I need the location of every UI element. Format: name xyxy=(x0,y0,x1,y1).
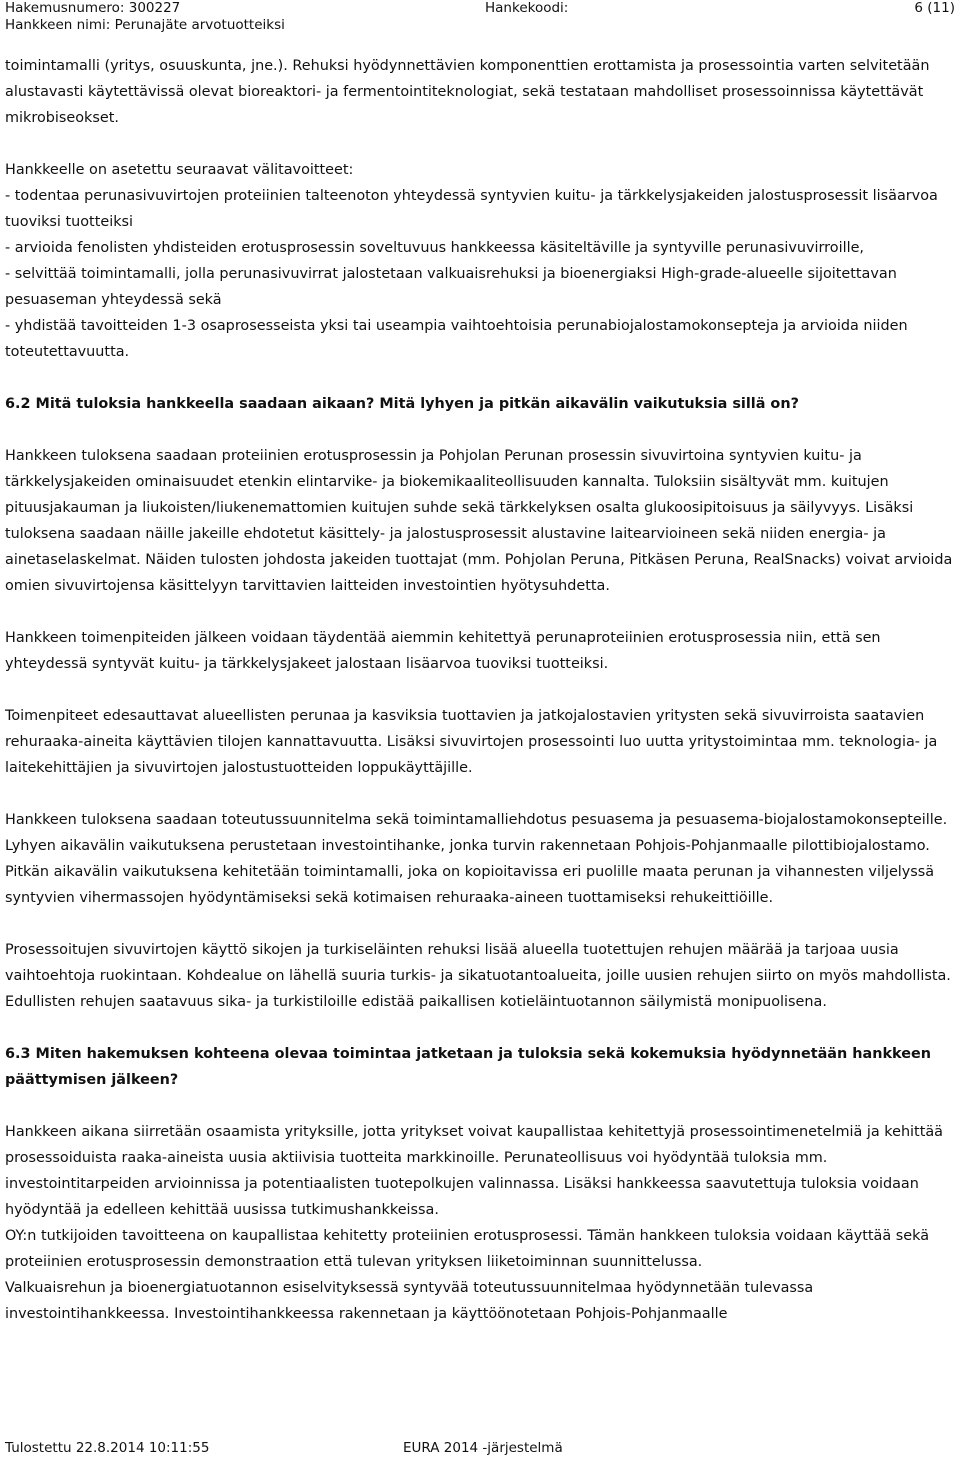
section-6-3-paragraph: Valkuaisrehun ja bioenergiatuotannon esiselvityksessä syntyvää toteutussuunnitelmaa hyödynnetään tulevassa investointihankkeessa. Investointihankkeessa rakennetaan ja käyttöönotetaan Pohjois-Pohjanmaalle xyxy=(5,1280,814,1322)
section-6-3-heading: 6.3 Miten hakemuksen kohteena olevaa toimintaa jatketaan ja tuloksia sekä kokemuksia hyödynnetään hankkeen päättymisen jälkeen? xyxy=(5,1046,931,1088)
goals-block xyxy=(5,157,955,365)
page-number: 6 (11) xyxy=(914,0,955,16)
section-6-2-paragraph: Hankkeen tuloksena saadaan proteiinien erotusprosessin ja Pohjolan Perunan prosessin sivuvirtoina syntyvien kuitu- ja tärkkelysjakeiden ominaisuudet etenkin elintarvike- ja biokemikaaliteollisuuden kannalta. Tuloksiin sisältyvät mm. kuitujen pituusjakauman ja liukoisten/liukenemattomien kuitujen suhde sekä tärkkelyksen osalta glukoosipitoisuus ja säilyvyys. Lisäksi tuloksena saadaan näille jakeille ehdotetut käsittely- ja jalostusprosessit alustavine laitearvioineen sekä niiden energia- ja ainetaselaskelmat. Näiden tulosten johdosta jakeiden tuottajat (mm. Pohjolan Peruna, Pitkäsen Peruna, RealSnacks) voivat arvioida omien sivuvirtojensa käsittelyyn tarvittavien laitteiden investointien hyötysuhdetta. xyxy=(5,448,953,594)
page-header xyxy=(5,0,955,40)
section-6-3-paragraph: OY:n tutkijoiden tavoitteena on kaupallistaa kehitetty proteiinien erotusprosessi. Tämän hankkeen tuloksia voidaan käyttää sekä proteiinien erotusprosessin demonstraation että tulevan yrityksen liiketoiminnan suunnittelussa. xyxy=(5,1228,930,1270)
goal-item: - todentaa perunasivuvirtojen proteiinien talteenoton yhteydessä syntyvien kuitu- ja tärkkelysjakeiden jalostusprosessit lisäarvoa tuoviksi tuotteiksi xyxy=(5,188,938,230)
section-6-2-paragraph: Hankkeen tuloksena saadaan toteutussuunnitelma sekä toimintamalliehdotus pesuasema ja pesuasema-biojalostamokonsepteille. Lyhyen aikavälin vaikutuksena perustetaan investointihanke, jonka turvin rakennetaan Pohjois-Pohjanmaalle pilottibiojalostamo. Pitkän aikavälin vaikutuksena kehitetään toimintamalli, joka on kopioitavissa eri puolille maata perunan ja vihannesten viljelyssä syntyvien vihermassojen hyödyntämiseksi sekä kotimaisen rehuraaka-aineen tuottamiseksi rehukeittiöille. xyxy=(5,812,948,906)
goal-item: - selvittää toimintamalli, jolla perunasivuvirrat jalostetaan valkuaisrehuksi ja bioenergiaksi High-grade-alueelle sijoitettavan pesuaseman yhteydessä sekä xyxy=(5,266,897,308)
intro-paragraph: toimintamalli (yritys, osuuskunta, jne.). Rehuksi hyödynnettävien komponenttien erottamista ja prosessointia varten selvitetään alustavasti käytettävissä olevat bioreaktori- ja fermentointiteknologiat, sekä testataan mahdolliset prosessoinnissa käytettävät mikrobiseokset. xyxy=(5,58,930,126)
document-body xyxy=(5,53,955,1327)
section-6-2-paragraph: Prosessoitujen sivuvirtojen käyttö sikojen ja turkiseläinten rehuksi lisää alueella tuotettujen rehujen määrää ja tarjoaa uusia vaihtoehtoja ruokintaan. Kohdealue on lähellä suuria turkis- ja sikatuotantoalueita, joille uusien rehujen siirto on myös mahdollista. Edullisten rehujen saatavuus sika- ja turkistiloille edistää paikallisen kotieläintuotannon säilymistä monipuolisena. xyxy=(5,942,951,1010)
project-name: Hankkeen nimi: Perunajäte arvotuotteiksi xyxy=(5,17,285,33)
section-6-2-heading: 6.2 Mitä tuloksia hankkeella saadaan aikaan? Mitä lyhyen ja pitkän aikavälin vaikutuksia sillä on? xyxy=(5,396,799,412)
goal-item: - arvioida fenolisten yhdisteiden erotusprosessin soveltuvuus hankkeessa käsiteltäville ja syntyville perunasivuvirroille, xyxy=(5,240,865,256)
system-name: EURA 2014 -järjestelmä xyxy=(403,1440,563,1456)
section-6-2-paragraph: Toimenpiteet edesauttavat alueellisten perunaa ja kasviksia tuottavien ja jatkojalostavien yritysten sekä sivuvirroista saatavien rehuraaka-aineita käyttävien tilojen kannattavuutta. Lisäksi sivuvirtojen prosessointi luo uutta yritystoimintaa mm. teknologia- ja laitekehittäjien ja sivuvirtojen jalostustuotteiden loppukäyttäjille. xyxy=(5,708,938,776)
section-6-3-paragraph: Hankkeen aikana siirretään osaamista yrityksille, jotta yritykset voivat kaupallistaa kehitettyjä prosessointimenetelmiä ja kehittää prosessoiduista raaka-aineista uusia aktiivisia tuotteita markkinoille. Perunateollisuus voi hyödyntää tuloksia mm. investointitarpeiden arvioinnissa ja potentiaalisten tuotepolkujen valinnassa. Lisäksi hankkeessa saavutettuja tuloksia voidaan hyödyntää ja edelleen kehittää uusissa tutkimushankkeissa. xyxy=(5,1124,943,1218)
header-left-block xyxy=(5,0,285,34)
print-timestamp: Tulostettu 22.8.2014 10:11:55 xyxy=(5,1440,210,1456)
goal-item: - yhdistää tavoitteiden 1-3 osaprosesseista yksi tai useampia vaihtoehtoisia perunabiojalostamokonsepteja ja arvioida niiden toteutettavuutta. xyxy=(5,318,908,360)
section-6-2-paragraph: Hankkeen toimenpiteiden jälkeen voidaan täydentää aiemmin kehitettyä perunaproteiinien erotusprosessia niin, että sen yhteydessä syntyvät kuitu- ja tärkkelysjakeet jalostaan lisäarvoa tuoviksi tuotteiksi. xyxy=(5,630,881,672)
goals-intro: Hankkeelle on asetettu seuraavat välitavoitteet: xyxy=(5,162,354,178)
application-number: Hakemusnumero: 300227 xyxy=(5,0,181,16)
project-code: Hankekoodi: xyxy=(485,0,569,16)
page-footer xyxy=(5,1440,955,1460)
